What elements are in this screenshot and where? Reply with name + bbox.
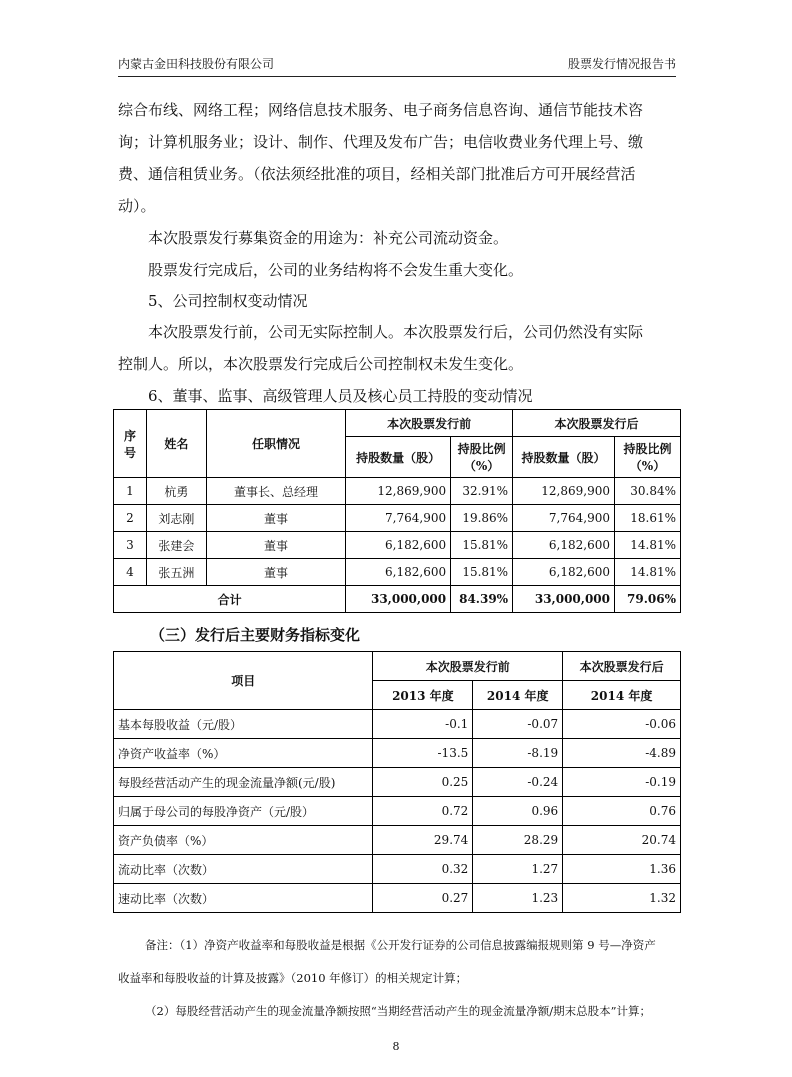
cell-2014: 0.96 <box>473 797 563 826</box>
cell-seq: 1 <box>114 478 147 505</box>
cell-2013: 0.25 <box>373 768 473 797</box>
cell-2014: 28.29 <box>473 826 563 855</box>
page-number: 8 <box>392 1040 400 1053</box>
cell-2013: 0.72 <box>373 797 473 826</box>
note-2: （2）每股经营活动产生的现金流量净额按照“当期经营活动产生的现金流量净额/期末总股本”计算； <box>145 1004 651 1018</box>
cell-2014-after: -0.06 <box>563 710 681 739</box>
cell-2014: -0.07 <box>473 710 563 739</box>
table-row <box>114 532 681 559</box>
header-before-issue: 本次股票发行前 <box>373 652 563 681</box>
table-row <box>114 855 681 884</box>
paragraph-line: 本次股票发行前，公司无实际控制人。本次股票发行后，公司仍然没有实际 <box>148 323 644 341</box>
shareholding-table <box>113 409 681 613</box>
paragraph-fund-use: 本次股票发行募集资金的用途为：补充公司流动资金。 <box>148 229 509 247</box>
header-item: 项目 <box>114 652 373 710</box>
cell-shares-before: 12,869,900 <box>346 478 451 505</box>
cell-item: 归属于母公司的每股净资产（元/股） <box>114 797 373 826</box>
cell-shares-before: 6,182,600 <box>346 532 451 559</box>
note-1-line-1: 备注：（1）净资产收益率和每股收益是根据《公开发行证券的公司信息披露编报规则第 9 号—净资产 <box>145 938 656 952</box>
table-row <box>114 505 681 532</box>
header-shares-after: 持股数量（股） <box>513 437 615 478</box>
header-name: 姓名 <box>146 410 206 478</box>
header-ratio-before <box>451 437 513 478</box>
cell-ratio-after: 30.84% <box>615 478 681 505</box>
cell-2013: -0.1 <box>373 710 473 739</box>
cell-2014-after: 1.32 <box>563 884 681 913</box>
cell-total-label: 合计 <box>114 586 346 613</box>
paragraph-business-structure: 股票发行完成后，公司的业务结构将不会发生重大变化。 <box>148 261 524 279</box>
cell-name: 杭勇 <box>146 478 206 505</box>
cell-seq: 4 <box>114 559 147 586</box>
cell-item: 流动比率（次数） <box>114 855 373 884</box>
cell-item: 每股经营活动产生的现金流量净额(元/股) <box>114 768 373 797</box>
cell-2013: 29.74 <box>373 826 473 855</box>
header-company: 内蒙古金田科技股份有限公司 <box>118 57 275 71</box>
heading-control-change: 5、公司控制权变动情况 <box>148 292 308 310</box>
table-row <box>114 559 681 586</box>
table-row <box>114 826 681 855</box>
paragraph-line: 综合布线、网络工程；网络信息技术服务、电子商务信息咨询、通信节能技术咨 <box>118 101 644 119</box>
paragraph-line: 询；计算机服务业；设计、制作、代理及发布广告；电信收费业务代理上号、缴 <box>118 133 644 151</box>
section-title: （三）发行后主要财务指标变化 <box>150 626 361 644</box>
page-header <box>118 52 676 77</box>
cell-total-ratio-before: 84.39% <box>451 586 513 613</box>
cell-ratio-after: 18.61% <box>615 505 681 532</box>
cell-shares-after: 12,869,900 <box>513 478 615 505</box>
cell-2013: 0.32 <box>373 855 473 884</box>
cell-name: 张五洲 <box>146 559 206 586</box>
header-ratio-after <box>615 437 681 478</box>
cell-total-ratio-after: 79.06% <box>615 586 681 613</box>
cell-2013: 0.27 <box>373 884 473 913</box>
cell-shares-after: 6,182,600 <box>513 559 615 586</box>
table-row <box>114 478 681 505</box>
cell-total-shares-before: 33,000,000 <box>346 586 451 613</box>
header-ratio-unit: （%） <box>463 459 500 473</box>
financial-indicators-table <box>113 651 681 913</box>
cell-shares-before: 7,764,900 <box>346 505 451 532</box>
header-after-issue: 本次股票发行后 <box>563 652 681 681</box>
cell-name: 刘志刚 <box>146 505 206 532</box>
header-year-2014-after: 2014 年度 <box>563 681 681 710</box>
cell-2014-after: -4.89 <box>563 739 681 768</box>
cell-role: 董事 <box>206 505 345 532</box>
cell-2014-after: -0.19 <box>563 768 681 797</box>
cell-name: 张建会 <box>146 532 206 559</box>
header-ratio-unit: （%） <box>629 459 666 473</box>
cell-role: 董事 <box>206 559 345 586</box>
cell-item: 基本每股收益（元/股） <box>114 710 373 739</box>
cell-role: 董事 <box>206 532 345 559</box>
cell-2014: -0.24 <box>473 768 563 797</box>
cell-2014-after: 1.36 <box>563 855 681 884</box>
cell-2014: -8.19 <box>473 739 563 768</box>
header-year-2014: 2014 年度 <box>473 681 563 710</box>
table-row <box>114 739 681 768</box>
cell-2014: 1.23 <box>473 884 563 913</box>
cell-shares-after: 7,764,900 <box>513 505 615 532</box>
cell-seq: 3 <box>114 532 147 559</box>
cell-ratio-before: 32.91% <box>451 478 513 505</box>
header-after-issue: 本次股票发行后 <box>513 410 681 437</box>
header-seq: 序号 <box>114 410 147 478</box>
table-total-row <box>114 586 681 613</box>
cell-item: 速动比率（次数） <box>114 884 373 913</box>
cell-shares-after: 6,182,600 <box>513 532 615 559</box>
header-year-2013: 2013 年度 <box>373 681 473 710</box>
header-doc-title: 股票发行情况报告书 <box>567 57 676 71</box>
paragraph-line: 动）。 <box>118 197 156 215</box>
cell-ratio-after: 14.81% <box>615 532 681 559</box>
header-ratio-label: 持股比例 <box>623 442 672 456</box>
cell-2014-after: 20.74 <box>563 826 681 855</box>
cell-ratio-after: 14.81% <box>615 559 681 586</box>
cell-item: 资产负债率（%） <box>114 826 373 855</box>
paragraph-line: 控制人。所以，本次股票发行完成后公司控制权未发生变化。 <box>118 355 524 373</box>
table-row <box>114 797 681 826</box>
table-row <box>114 768 681 797</box>
cell-2013: -13.5 <box>373 739 473 768</box>
cell-2014-after: 0.76 <box>563 797 681 826</box>
header-ratio-label: 持股比例 <box>457 442 506 456</box>
cell-shares-before: 6,182,600 <box>346 559 451 586</box>
note-1-line-2: 收益率和每股收益的计算及披露》（2010 年修订）的相关规定计算； <box>118 971 468 985</box>
cell-item: 净资产收益率（%） <box>114 739 373 768</box>
cell-seq: 2 <box>114 505 147 532</box>
header-shares-before: 持股数量（股） <box>346 437 451 478</box>
cell-total-shares-after: 33,000,000 <box>513 586 615 613</box>
cell-ratio-before: 15.81% <box>451 532 513 559</box>
header-before-issue: 本次股票发行前 <box>346 410 513 437</box>
paragraph-line: 费、通信租赁业务。（依法须经批准的项目，经相关部门批准后方可开展经营活 <box>118 165 636 183</box>
cell-ratio-before: 15.81% <box>451 559 513 586</box>
cell-ratio-before: 19.86% <box>451 505 513 532</box>
table-row <box>114 884 681 913</box>
table-row <box>114 710 681 739</box>
heading-shareholding-change: 6、董事、监事、高级管理人员及核心员工持股的变动情况 <box>148 387 533 405</box>
cell-role: 董事长、总经理 <box>206 478 345 505</box>
header-role: 任职情况 <box>206 410 345 478</box>
cell-2014: 1.27 <box>473 855 563 884</box>
